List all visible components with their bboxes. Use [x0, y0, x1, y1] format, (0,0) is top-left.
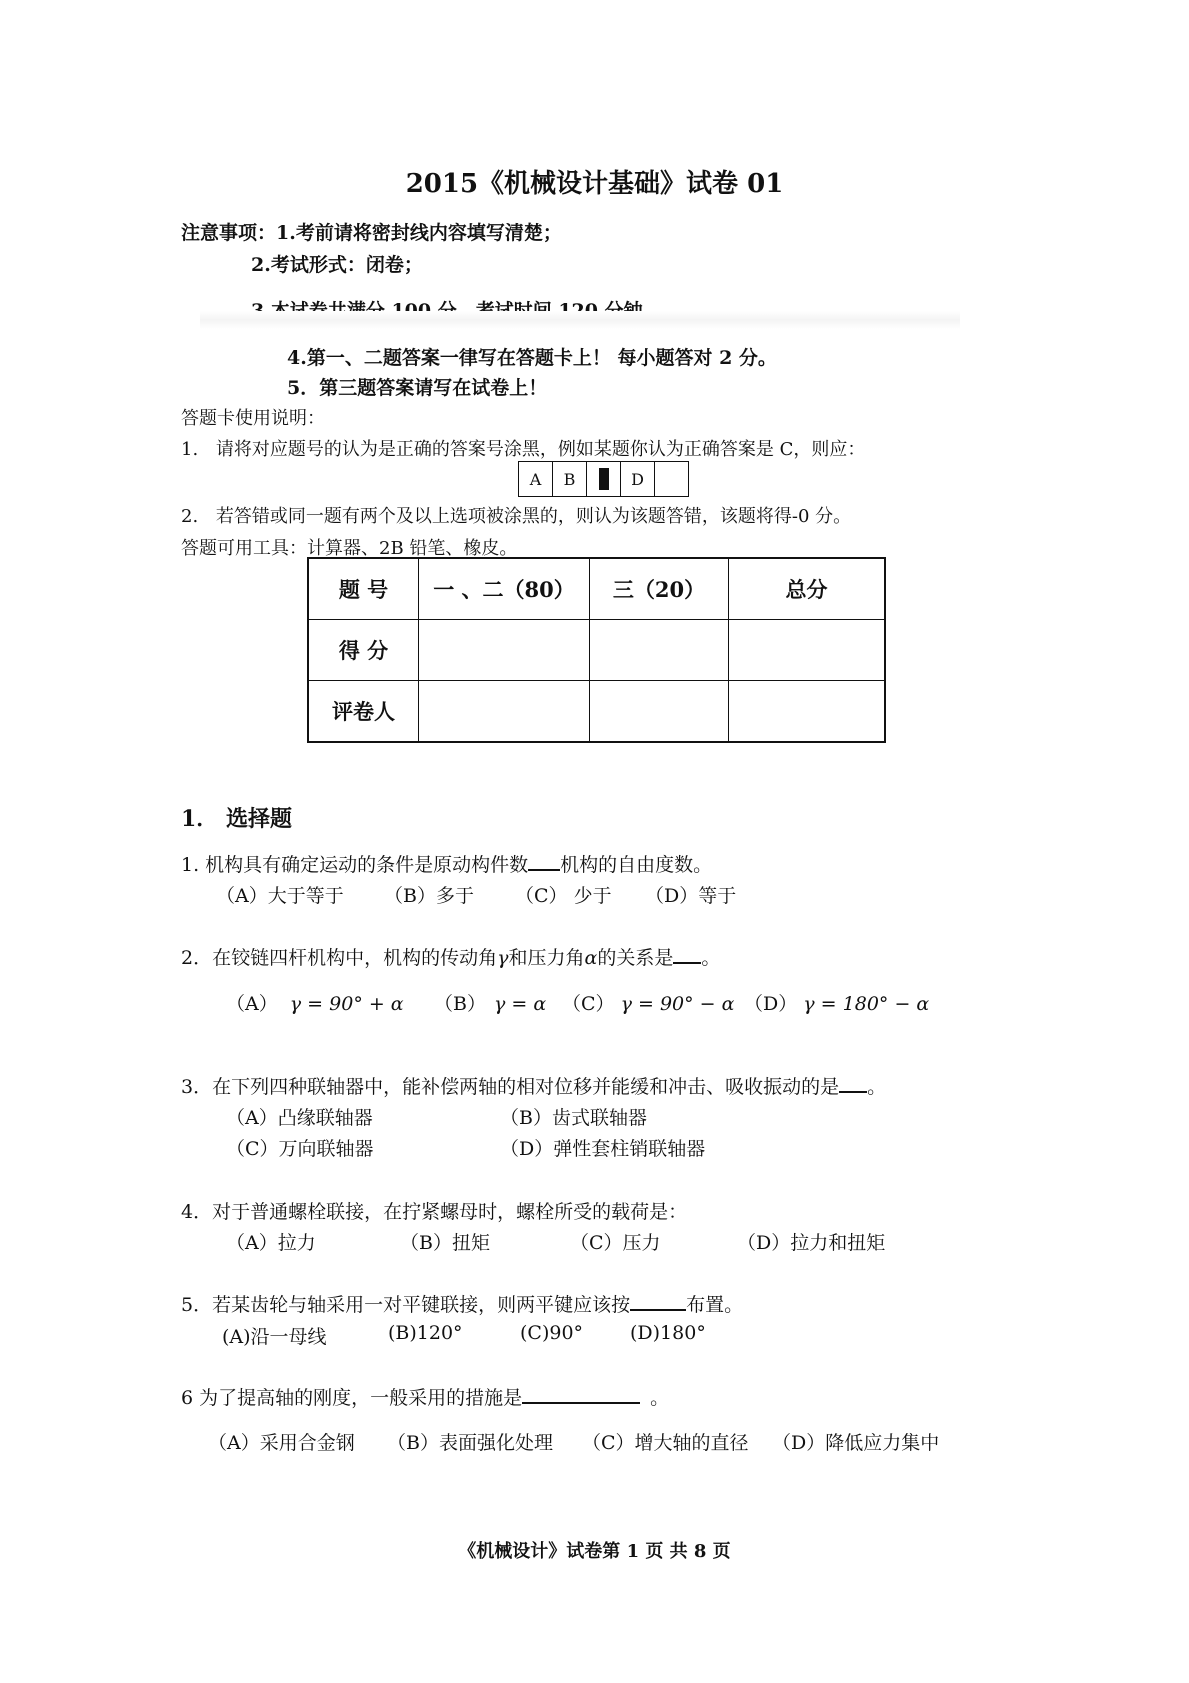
q2-option-c-expr: γ = 90° − α: [620, 993, 735, 1015]
q6-option-b: （B）表面强化处理: [387, 1432, 553, 1454]
question-1-stem: [181, 850, 712, 877]
grader-cell[interactable]: [729, 681, 886, 743]
note-1: 1.考前请将密封线内容填写清楚；: [276, 222, 562, 244]
page-footer: 《机械设计》试卷第 1 页 共 8 页: [458, 1541, 731, 1562]
card-instruction-2: [181, 502, 851, 528]
q2-option-b-expr: γ = α: [494, 993, 547, 1015]
q2-option-b-label: （B）: [434, 993, 486, 1015]
score-header-part-1-2: 一 、二（80）: [419, 558, 590, 620]
q1-option-c: （C） 少于: [515, 885, 612, 907]
q5-option-d: (D)180°: [630, 1322, 706, 1344]
answer-blank[interactable]: [673, 944, 701, 964]
score-row-label-grader: 评卷人: [308, 681, 419, 743]
bubble-c-filled: [587, 462, 621, 496]
bubble-blank: [655, 462, 688, 496]
question-6-text-b: 。: [650, 1387, 670, 1409]
question-6-stem: [181, 1383, 669, 1410]
question-5-text-a: 5．若某齿轮与轴采用一对平键联接，则两平键应该按: [181, 1294, 631, 1316]
scan-artifact: [200, 311, 960, 329]
q2-option-c-label: （C）: [562, 993, 615, 1015]
score-cell[interactable]: [729, 620, 886, 681]
question-4-stem: 4．对于普通螺栓联接，在拧紧螺母时，螺栓所受的载荷是：: [181, 1201, 688, 1223]
bubble-a: A: [519, 462, 553, 496]
grader-cell[interactable]: [590, 681, 729, 743]
answer-bubble-example: [518, 461, 689, 497]
question-2-text-d: 。: [701, 947, 721, 969]
card-instruction-2-text: 若答错或同一题有两个及以上选项被涂黑的，则认为该题答错，该题将得-0 分。: [215, 506, 852, 527]
score-header-part-3: 三（20）: [590, 558, 729, 620]
q1-option-b: （B）多于: [384, 885, 474, 907]
score-table: [307, 557, 886, 743]
q3-option-a: （A）凸缘联轴器: [226, 1107, 373, 1129]
score-row-label-score: 得 分: [308, 620, 419, 681]
card-instruction-1: [181, 435, 865, 461]
answer-blank[interactable]: [630, 1291, 686, 1311]
q4-option-c: （C）压力: [570, 1232, 661, 1254]
q5-option-c: (C)90°: [520, 1322, 584, 1344]
question-1-text-b: 机构的自由度数。: [560, 854, 713, 876]
grader-cell[interactable]: [419, 681, 590, 743]
q4-option-a: （A）拉力: [226, 1232, 316, 1254]
question-2-text-b: 和压力角: [508, 947, 585, 969]
gamma-symbol: γ: [497, 947, 509, 969]
note-5: 5．第三题答案请写在试卷上！: [287, 377, 548, 399]
bubble-b: B: [553, 462, 587, 496]
q3-option-c: （C）万向联轴器: [226, 1138, 374, 1160]
score-header-total: 总分: [729, 558, 886, 620]
q3-option-b: （B）齿式联轴器: [500, 1107, 647, 1129]
question-3-stem: [181, 1072, 886, 1099]
note-2: 2.考试形式：闭卷；: [251, 254, 423, 276]
q5-option-a: (A)沿一母线: [222, 1326, 327, 1348]
q1-option-a: （A）大于等于: [216, 885, 344, 907]
q2-option-a-expr: γ = 90° + α: [289, 993, 404, 1015]
card-instruction-1-num: 1.: [181, 439, 199, 460]
section-heading-choice: 1． 选择题: [181, 806, 292, 832]
question-5-text-b: 布置。: [686, 1294, 744, 1316]
question-1-text-a: 1. 机构具有确定运动的条件是原动构件数: [181, 854, 529, 876]
q5-option-b: (B)120°: [388, 1322, 463, 1344]
question-5-stem: [181, 1290, 743, 1317]
q2-option-c: [562, 989, 734, 1016]
question-2-text-a: 2．在铰链四杆机构中，机构的传动角: [181, 947, 498, 969]
q1-option-d: （D）等于: [645, 885, 737, 907]
score-header-question-no: 题 号: [308, 558, 419, 620]
question-2-text-c: 的关系是: [597, 947, 674, 969]
q2-option-d-expr: γ = 180° − α: [803, 993, 930, 1015]
card-instruction-2-num: 2.: [181, 506, 199, 527]
card-heading: 答题卡使用说明：: [181, 408, 325, 429]
score-cell[interactable]: [590, 620, 729, 681]
question-3-text-a: 3．在下列四种联轴器中，能补偿两轴的相对位移并能缓和冲击、吸收振动的是: [181, 1076, 840, 1098]
q2-option-b: [434, 989, 546, 1016]
answer-blank[interactable]: [839, 1073, 867, 1093]
q6-option-c: （C）增大轴的直径: [582, 1432, 749, 1454]
score-cell[interactable]: [419, 620, 590, 681]
note-4: 4.第一、二题答案一律写在答题卡上！ 每小题答对 2 分。: [287, 347, 777, 369]
answer-blank[interactable]: [528, 851, 560, 871]
notes-label: 注意事项：: [181, 222, 277, 244]
q4-option-d: （D）拉力和扭矩: [737, 1232, 886, 1254]
answer-blank[interactable]: [522, 1384, 640, 1404]
alpha-symbol: α: [584, 947, 598, 969]
q2-option-a: [226, 989, 404, 1016]
question-2-stem: [181, 943, 720, 970]
card-instruction-1-text: 请将对应题号的认为是正确的答案号涂黑，例如某题你认为正确答案是 C，则应：: [215, 439, 866, 460]
q2-option-d: [744, 989, 929, 1016]
exam-title: 2015《机械设计基础》试卷 01: [405, 169, 784, 199]
q2-option-d-label: （D）: [744, 993, 798, 1015]
question-6-text-a: 6 为了提高轴的刚度，一般采用的措施是: [181, 1387, 523, 1409]
q2-option-a-label: （A）: [226, 993, 278, 1015]
q4-option-b: （B）扭矩: [400, 1232, 490, 1254]
bubble-d: D: [621, 462, 655, 496]
question-3-text-b: 。: [867, 1076, 887, 1098]
q6-option-a: （A）采用合金钢: [208, 1432, 355, 1454]
q3-option-d: （D）弹性套柱销联轴器: [500, 1138, 706, 1160]
allowed-tools: 答题可用工具：计算器、2B 铅笔、橡皮。: [181, 538, 518, 559]
q6-option-d: （D）降低应力集中: [772, 1432, 940, 1454]
notes-line-1: [181, 218, 562, 245]
